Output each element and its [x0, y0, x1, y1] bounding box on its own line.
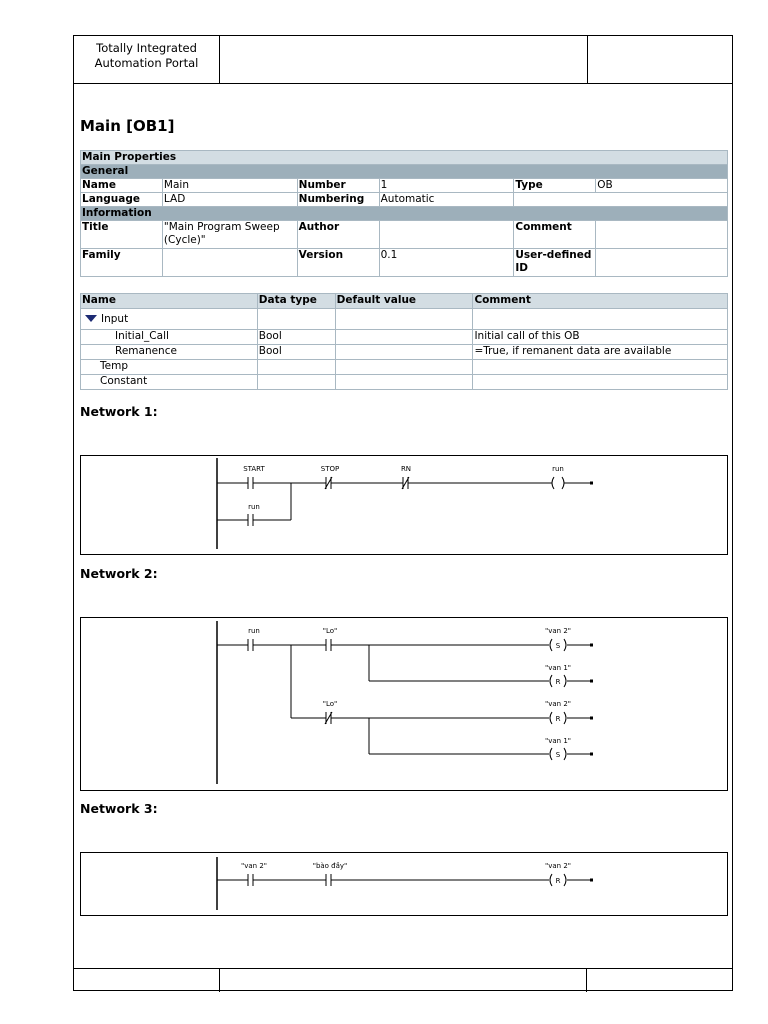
col-comment-header: Comment [473, 294, 728, 309]
general-heading: General [81, 165, 728, 179]
number-value: 1 [379, 179, 514, 193]
network-1-title: Network 1: [80, 404, 158, 419]
coil-tag: "van 2" [545, 700, 571, 708]
contact-tag: RN [400, 465, 412, 473]
interface-table: Name Data type Default value Comment Input Initial_Call Bool Initial call of this OB Remanence Bool =True, if remanent data are available Temp Constant [80, 293, 728, 390]
author-value [379, 221, 514, 249]
title-value: "Main Program Sweep (Cycle)" [162, 221, 297, 249]
user-id-label: User-defined ID [514, 249, 596, 277]
family-label: Family [81, 249, 163, 277]
contact-tag: "bào đầy" [312, 862, 348, 870]
contact-tag: "van 2" [241, 862, 267, 870]
col-default-header: Default value [335, 294, 473, 309]
information-heading: Information [81, 207, 728, 221]
language-value: LAD [162, 193, 297, 207]
app-name: Totally Integrated Automation Portal [74, 36, 220, 83]
ladder-diagram [81, 853, 727, 915]
footer-divider [586, 969, 587, 992]
col-type-header: Data type [257, 294, 335, 309]
network-1-diagram [80, 455, 728, 555]
coil-tag: "van 1" [545, 737, 571, 745]
contact-tag: START [243, 465, 265, 473]
table-row: Initial_Call [81, 330, 258, 345]
author-label: Author [297, 221, 379, 249]
properties-heading: Main Properties [81, 151, 728, 165]
coil-type-letter: R [555, 678, 561, 686]
table-row: Temp [81, 360, 258, 375]
contact-tag: STOP [320, 465, 340, 473]
table-row: Remanence [81, 345, 258, 360]
footer-divider [219, 969, 220, 992]
version-value: 0.1 [379, 249, 514, 277]
user-id-value [596, 249, 728, 277]
properties-table [80, 150, 728, 277]
comment-value [596, 221, 728, 249]
title-label: Title [81, 221, 163, 249]
ladder-diagram [81, 618, 727, 790]
coil-type-letter: S [555, 751, 561, 759]
contact-tag: "Lo" [322, 627, 338, 635]
collapse-triangle-icon[interactable] [85, 315, 97, 322]
coil-tag: "van 2" [545, 862, 571, 870]
network-3-diagram [80, 852, 728, 916]
contact-tag: run [248, 627, 260, 635]
name-value: Main [162, 179, 297, 193]
network-2-title: Network 2: [80, 566, 158, 581]
name-label: Name [81, 179, 163, 193]
numbering-label: Numbering [297, 193, 379, 207]
table-row: Constant [81, 375, 258, 390]
number-label: Number [297, 179, 379, 193]
comment-label: Comment [514, 221, 596, 249]
network-2-diagram [80, 617, 728, 791]
version-label: Version [297, 249, 379, 277]
page-footer [73, 968, 733, 991]
contact-tag: "Lo" [322, 700, 338, 708]
block-title: Main [OB1] [80, 117, 175, 135]
type-label: Type [514, 179, 596, 193]
language-label: Language [81, 193, 163, 207]
page-header [73, 35, 733, 84]
coil-type-letter: R [555, 877, 561, 885]
network-3-title: Network 3: [80, 801, 158, 816]
coil-tag: run [552, 465, 564, 473]
family-value [162, 249, 297, 277]
coil-tag: "van 2" [545, 627, 571, 635]
header-middle-cell [220, 36, 588, 83]
empty-cell [514, 193, 728, 207]
type-value: OB [596, 179, 728, 193]
coil-type-letter: S [555, 642, 561, 650]
col-name-header: Name [81, 294, 258, 309]
ladder-diagram [81, 456, 727, 554]
coil-type-letter: R [555, 715, 561, 723]
table-row[interactable]: Input [81, 309, 258, 330]
contact-tag: run [248, 503, 260, 511]
coil-tag: "van 1" [545, 664, 571, 672]
numbering-value: Automatic [379, 193, 514, 207]
